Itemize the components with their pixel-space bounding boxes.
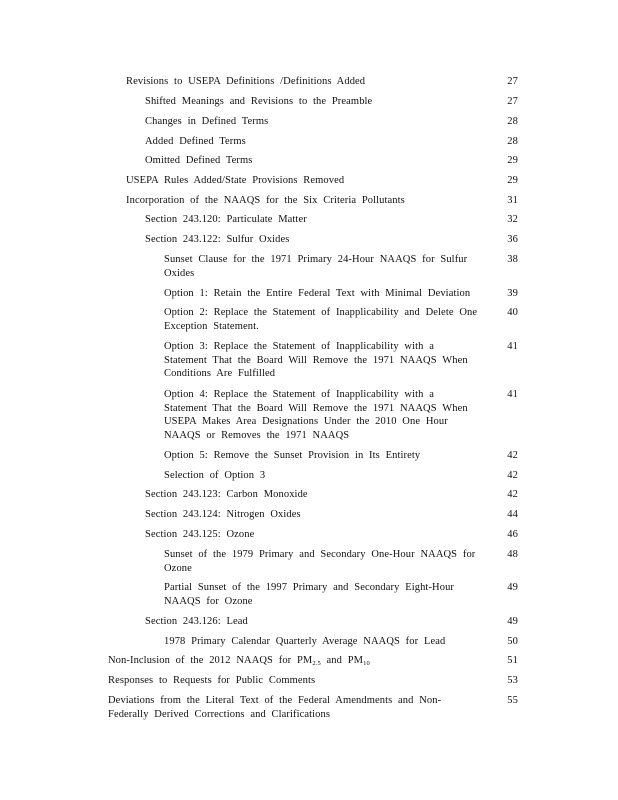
toc-entry-label: Option 2: Replace the Statement of Inapplicability and Delete One Exception Statement. — [164, 307, 478, 332]
toc-entry-page: 49 — [507, 582, 518, 593]
toc-entry-page: 44 — [507, 509, 518, 520]
toc-entry-page: 41 — [507, 389, 518, 400]
toc-entry-page: 42 — [507, 489, 518, 500]
toc-entry-page: 49 — [507, 616, 518, 627]
pm25-subscript: 2.5 — [312, 660, 321, 667]
toc-entry-label: Sunset Clause for the 1971 Primary 24-Hour NAAQS for Sulfur Oxides — [164, 254, 468, 279]
toc-entry-label: Omitted Defined Terms — [145, 155, 253, 166]
toc-entry-label: Incorporation of the NAAQS for the Six Criteria Pollutants — [126, 195, 405, 206]
toc-entry-label-text: and PM — [320, 655, 364, 666]
toc-entry-label: Option 4: Replace the Statement of Inapplicability with a Statement That the Board Will Remove the 1971 NAAQS When USEPA Makes Area Designations Under the 2010 One Hour NAAQS or Removes the 1971 NAAQS — [164, 389, 468, 441]
toc-entry-page: 41 — [507, 341, 518, 352]
toc-entry-page: 28 — [507, 136, 518, 147]
toc-entry-label: Changes in Defined Terms — [145, 116, 269, 127]
toc-entry-page: 40 — [507, 307, 518, 318]
toc-entry-label: USEPA Rules Added/State Provisions Removed — [126, 175, 345, 186]
toc-entry-label: Section 243.122: Sulfur Oxides — [145, 234, 290, 245]
toc-entry-page: 51 — [507, 655, 518, 666]
toc-entry-label: Responses to Requests for Public Comments — [108, 675, 316, 686]
toc-entry-page: 48 — [507, 549, 518, 560]
toc-entry-page: 32 — [507, 214, 518, 225]
toc-entry-page: 53 — [507, 675, 518, 686]
toc-entry-label: Shifted Meanings and Revisions to the Preamble — [145, 96, 373, 107]
toc-entry-label — [108, 654, 488, 671]
toc-entry-label: Option 3: Replace the Statement of Inapplicability with a Statement That the Board Will Remove the 1971 NAAQS When Conditions Are Fulfilled — [164, 341, 468, 380]
toc-entry-page: 31 — [507, 195, 518, 206]
toc-entry-page: 28 — [507, 116, 518, 127]
toc-entry-page: 55 — [507, 695, 518, 706]
toc-entry-label: Revisions to USEPA Definitions /Definitions Added — [126, 76, 366, 87]
toc-entry-page: 29 — [507, 175, 518, 186]
toc-entry-label: Section 243.123: Carbon Monoxide — [145, 489, 308, 500]
toc-entry-page: 42 — [507, 450, 518, 461]
toc-entry-label: Section 243.126: Lead — [145, 616, 248, 627]
toc-entry-label: Added Defined Terms — [145, 136, 246, 147]
toc-entry-label: Option 1: Retain the Entire Federal Text with Minimal Deviation — [164, 288, 471, 299]
toc-entry-label: Sunset of the 1979 Primary and Secondary One-Hour NAAQS for Ozone — [164, 549, 476, 574]
toc-entry-page: 36 — [507, 234, 518, 245]
toc-entry-page: 50 — [507, 636, 518, 647]
pm10-subscript: 10 — [363, 660, 370, 667]
toc-entry-page: 27 — [507, 76, 518, 87]
toc-entry-label: 1978 Primary Calendar Quarterly Average NAAQS for Lead — [164, 636, 446, 647]
toc-entry-label: Section 243.124: Nitrogen Oxides — [145, 509, 301, 520]
toc-entry-label: Option 5: Remove the Sunset Provision in Its Entirety — [164, 450, 421, 461]
toc-entry-page: 29 — [507, 155, 518, 166]
toc-entry-page: 27 — [507, 96, 518, 107]
toc-entry-page: 46 — [507, 529, 518, 540]
toc-entry-label: Partial Sunset of the 1997 Primary and Secondary Eight-Hour NAAQS for Ozone — [164, 582, 455, 607]
toc-entry-label: Section 243.125: Ozone — [145, 529, 255, 540]
toc-entry-label: Deviations from the Literal Text of the Federal Amendments and Non-Federally Derived Corrections and Clarifications — [108, 695, 442, 720]
toc-entry-label-text: Non-Inclusion of the 2012 NAAQS for PM — [108, 655, 313, 666]
toc-entry-label: Selection of Option 3 — [164, 470, 266, 481]
toc-entry-page: 38 — [507, 254, 518, 265]
toc-entry-page: 39 — [507, 288, 518, 299]
toc-entry-page: 42 — [507, 470, 518, 481]
toc-entry-label: Section 243.120: Particulate Matter — [145, 214, 307, 225]
